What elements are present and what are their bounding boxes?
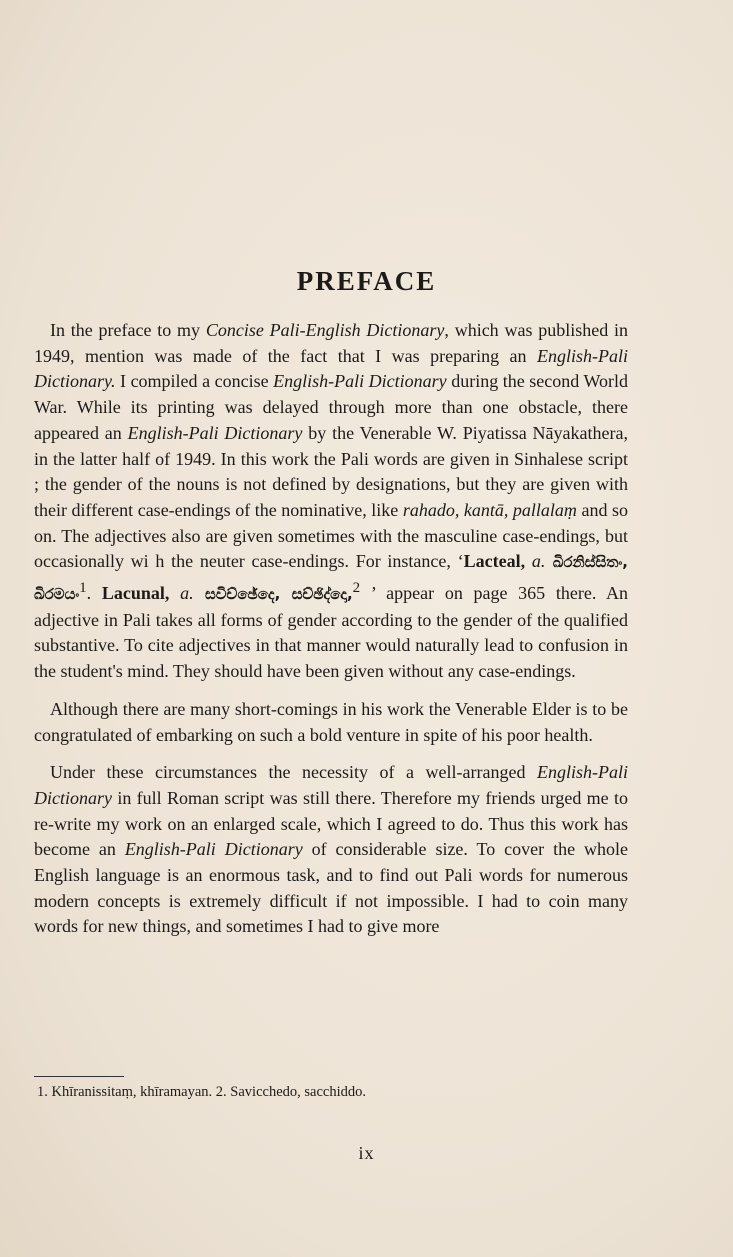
paragraph-1: In the preface to my Concise Pali-English Dictionary, which was published in 1949, mention was made of the fact that I was preparing an English-Pali Dictionary. I compiled a concise English-Pali Dictionary during the second World War. While its printing was delayed through more than one obstacle, there appeared an English-Pali Dictionary by the Venerable W. Piyatissa Nāyakathera, in the latter half of 1949. In this work the Pali words are given in Sinhalese script ; the gender of the nouns is not defined by designations, but they are given with their different case-endings of the nominative, like rahado, kantā, pallalaṃ and so on. The adjectives also are given sometimes with the masculine case-endings, but occasionally wi h the neuter case-endings. For instance, ‘Lacteal, a. ඛිරනිස්සිතං, ඛිරමයං$^1$. Lacunal, a. සවිච්ඡේදෙ, සච්ඡිද්දො,$^2$ ’ appear on page 365 there. An adjective in Pali takes all forms of gender according to the gender of the qualified substantive. To cite adjectives in that manner would naturally lead to confusion in the student's mind. They should have been given without any case-endings. — [34, 320, 629, 682]
page-title: PREFACE — [296, 266, 437, 296]
sinhalese-text: සවිච්ඡේදෙ, සච්ඡිද්දො, — [193, 585, 353, 604]
footnote-rule — [34, 1076, 124, 1077]
paragraph-2: Although there are many short-comings in his work the Venerable Elder is to be congratulated of embarking on such a bold venture in spite of his poor health. — [34, 698, 628, 745]
paragraph-3: Under these circumstances the necessity of a well-arranged English-Pali Dictionary in full Roman script was still there. Therefore my friends urged me to re-write my work on an enlarged scale, which I agreed to do. Thus this work has become an English-Pali Dictionary of considerable size. To cover the whole English language is an enormous task, and to find out Pali words for numerous modern concepts is extremely difficult if not impossible. I had to coin many words for new things, and sometimes I had to give more — [34, 762, 628, 937]
page-number: ix — [358, 1143, 375, 1163]
sinhalese-text: ඛිරනිස්සිතං, ඛිරමයං — [34, 553, 628, 604]
body-text — [34, 318, 628, 952]
footnote: 1. Khīranissitaṃ, khīramayan. 2. Savicchedo, sacchiddo. — [37, 1084, 366, 1100]
